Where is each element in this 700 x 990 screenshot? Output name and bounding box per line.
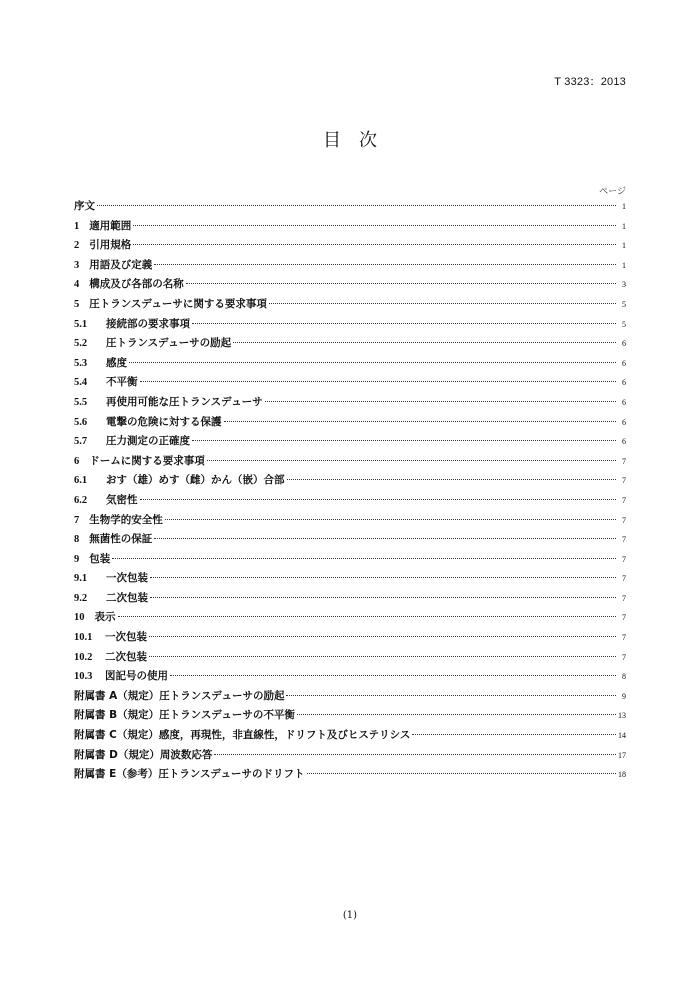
toc-entry-page: 7	[622, 456, 626, 466]
toc-entry-page: 3	[622, 280, 626, 290]
toc-entry-number: 6	[74, 455, 80, 467]
toc-entry-title: 構成及び各部の名称	[89, 278, 184, 291]
toc-leader-dots	[287, 479, 617, 480]
toc-entry-title: 用語及び定義	[89, 258, 153, 271]
toc-entry-title: 図記号の使用	[105, 670, 168, 683]
toc-entry-number: 10.3	[74, 671, 93, 683]
toc-entry-page: 6	[622, 437, 626, 447]
toc-entry-page: 7	[622, 593, 626, 603]
toc-entry-page: 7	[622, 535, 626, 545]
toc-entry-number: 5.1	[74, 318, 88, 330]
toc-leader-dots	[214, 754, 616, 755]
document-code: T 3323：2013	[554, 76, 626, 88]
toc-entry-number: 10	[74, 612, 85, 624]
toc-entry-page: 17	[618, 750, 626, 760]
toc-entry-page: 7	[622, 495, 626, 505]
toc-entry[interactable]	[74, 649, 626, 669]
toc-entry[interactable]	[74, 707, 626, 727]
toc-entry[interactable]	[74, 551, 626, 571]
toc-leader-dots	[150, 577, 616, 578]
toc-entry-page: 7	[622, 476, 626, 486]
toc-leader-dots	[140, 499, 617, 500]
toc-leader-dots	[224, 421, 617, 422]
toc-entry[interactable]	[74, 335, 626, 355]
toc-leader-dots	[150, 597, 616, 598]
toc-entry-page: 13	[618, 711, 626, 721]
toc-entry-number: 5.7	[74, 436, 88, 448]
page-column-label: ページ	[599, 187, 626, 197]
toc-entry[interactable]	[74, 453, 626, 473]
toc-leader-dots	[133, 244, 616, 245]
toc-entry-title: 不平衡	[106, 376, 138, 389]
toc-entry-page: 14	[618, 731, 626, 741]
toc-leader-dots	[186, 283, 616, 284]
toc-entry-title: 一次包装	[106, 572, 148, 585]
toc-entry-number: 7	[74, 514, 80, 526]
toc-entry-number: 8	[74, 534, 80, 546]
toc-entry-title: 附属書 D（規定）周波数応答	[74, 748, 213, 761]
toc-entry-title: 圧トランスデューサの励起	[106, 337, 232, 350]
toc-entry-page: 6	[622, 397, 626, 407]
toc-entry-title: 接続部の要求事項	[106, 317, 190, 330]
toc-entry-page: 6	[622, 339, 626, 349]
toc-leader-dots	[154, 264, 616, 265]
toc-entry-title: 生物学的安全性	[89, 513, 163, 526]
toc-leader-dots	[233, 342, 616, 343]
toc-leader-dots	[97, 205, 616, 206]
toc-entry-title: 圧力測定の正確度	[106, 435, 190, 448]
toc-entry-page: 18	[618, 770, 626, 780]
toc-entry-title: 感度	[106, 356, 127, 369]
toc-entry[interactable]	[74, 531, 626, 551]
toc-leader-dots	[192, 323, 616, 324]
toc-entry-page: 7	[622, 515, 626, 525]
toc-leader-dots	[112, 558, 616, 559]
toc-entry-title: 無菌性の保証	[89, 533, 153, 546]
toc-entry[interactable]	[74, 257, 626, 277]
toc-leader-dots	[149, 636, 616, 637]
toc-entry-page: 9	[622, 691, 626, 701]
toc-entry-number: 3	[74, 259, 80, 271]
toc-entry-title: 再使用可能な圧トランスデューサ	[106, 395, 263, 408]
toc-entry-title: おす（雄）めす（雌）かん（嵌）合部	[106, 474, 285, 487]
toc-leader-dots	[207, 460, 616, 461]
toc-entry-page: 7	[622, 574, 626, 584]
toc-leader-dots	[307, 773, 617, 774]
toc-entry-number: 5.3	[74, 357, 88, 369]
toc-entry-number: 10.1	[74, 632, 93, 644]
toc-entry-title: 引用規格	[89, 239, 132, 252]
toc-entry[interactable]	[74, 433, 626, 453]
toc-leader-dots	[170, 675, 616, 676]
toc-entry[interactable]	[74, 394, 626, 414]
toc-entry[interactable]	[74, 668, 626, 688]
toc-entry[interactable]	[74, 316, 626, 336]
toc-entry-page: 7	[622, 554, 626, 564]
toc-entry-number: 9.2	[74, 592, 88, 604]
toc-entry[interactable]	[74, 218, 626, 238]
toc-entry-title: ドームに関する要求事項	[89, 454, 205, 467]
toc-entry-number: 5.6	[74, 416, 88, 428]
toc-entry[interactable]	[74, 296, 626, 316]
toc-entry[interactable]	[74, 590, 626, 610]
toc-entry-page: 7	[622, 633, 626, 643]
toc-entry-title: 附属書 B（規定）圧トランスデューサの不平衡	[74, 709, 295, 722]
toc-leader-dots	[165, 519, 616, 520]
toc-entry-title: 圧トランスデューサに関する要求事項	[89, 297, 267, 310]
toc-leader-dots	[297, 714, 616, 715]
toc-entry-number: 5	[74, 298, 80, 310]
toc-entry-page: 5	[622, 299, 626, 309]
toc-entry[interactable]	[74, 374, 626, 394]
toc-entry[interactable]	[74, 276, 626, 296]
toc-entry[interactable]	[74, 570, 626, 590]
toc-entry-number: 10.2	[74, 651, 93, 663]
toc-entry-page: 6	[622, 417, 626, 427]
toc-leader-dots	[118, 616, 617, 617]
toc-entry-number: 5.5	[74, 396, 88, 408]
toc-leader-dots	[265, 401, 616, 402]
toc-entry[interactable]	[74, 492, 626, 512]
table-of-contents	[74, 198, 626, 786]
toc-entry-title: 二次包装	[106, 591, 148, 604]
toc-entry[interactable]	[74, 414, 626, 434]
toc-leader-dots	[140, 381, 617, 382]
toc-entry-number: 2	[74, 240, 80, 252]
toc-entry-title: 二次包装	[105, 650, 147, 663]
toc-entry-page: 1	[622, 221, 626, 231]
toc-entry[interactable]	[74, 629, 626, 649]
toc-entry-number: 9	[74, 553, 80, 565]
toc-entry[interactable]	[74, 198, 626, 218]
toc-entry-page: 1	[622, 241, 626, 251]
toc-entry-number: 4	[74, 279, 80, 291]
toc-entry-title: 附属書 A（規定）圧トランスデューサの励起	[74, 689, 285, 702]
page-number: (1)	[342, 910, 358, 921]
toc-entry-page: 7	[622, 613, 626, 623]
toc-leader-dots	[129, 362, 616, 363]
toc-leader-dots	[269, 303, 616, 304]
toc-entry-page: 7	[622, 652, 626, 662]
toc-entry-number: 9.1	[74, 573, 88, 585]
toc-entry-title: 気密性	[106, 493, 138, 506]
toc-entry-number: 5.4	[74, 377, 88, 389]
toc-entry-title: 一次包装	[105, 631, 147, 644]
toc-entry-page: 6	[622, 378, 626, 388]
page-title: 目次	[323, 130, 395, 151]
toc-entry-number: 6.1	[74, 475, 88, 487]
toc-entry[interactable]	[74, 747, 626, 767]
toc-entry-number: 6.2	[74, 494, 88, 506]
toc-entry-number: 1	[74, 220, 80, 232]
toc-entry-page: 1	[622, 202, 626, 211]
toc-entry[interactable]	[74, 472, 626, 492]
toc-entry[interactable]	[74, 512, 626, 532]
toc-entry-title: 表示	[94, 611, 116, 624]
toc-entry-number: 5.2	[74, 338, 88, 350]
toc-entry[interactable]	[74, 766, 626, 786]
toc-entry[interactable]	[74, 688, 626, 708]
toc-leader-dots	[192, 440, 616, 441]
toc-entry-page: 8	[622, 672, 626, 682]
toc-entry-title: 包装	[89, 552, 111, 565]
toc-leader-dots	[286, 695, 616, 696]
toc-entry-page: 6	[622, 358, 626, 368]
toc-entry-page: 5	[622, 319, 626, 329]
toc-entry[interactable]	[74, 355, 626, 375]
toc-leader-dots	[412, 734, 616, 735]
toc-entry-title: 序文	[74, 200, 95, 212]
toc-leader-dots	[149, 656, 616, 657]
toc-entry-title: 適用範囲	[89, 219, 132, 232]
toc-entry-title: 附属書 E（参考）圧トランスデューサのドリフト	[74, 768, 305, 781]
toc-entry[interactable]	[74, 727, 626, 747]
toc-leader-dots	[133, 225, 616, 226]
toc-entry[interactable]	[74, 609, 626, 629]
toc-leader-dots	[154, 538, 616, 539]
toc-entry[interactable]	[74, 237, 626, 257]
toc-entry-title: 電撃の危険に対する保護	[106, 415, 222, 428]
toc-entry-page: 1	[622, 260, 626, 270]
toc-entry-title: 附属書 C（規定）感度，再現性，非直線性，ドリフト及びヒステリシス	[74, 729, 411, 742]
